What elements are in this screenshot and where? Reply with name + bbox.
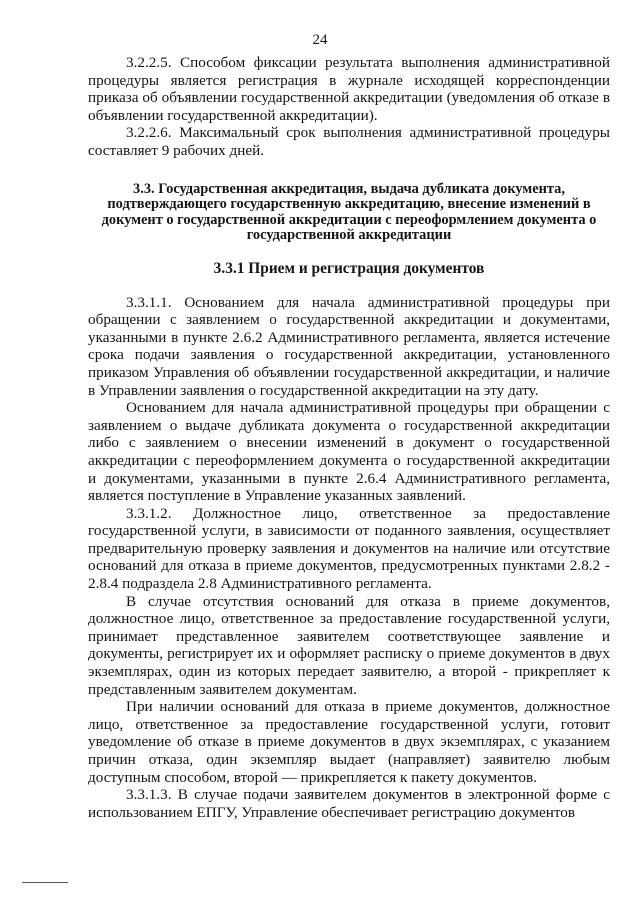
scan-mark bbox=[22, 882, 68, 883]
subsection-heading: 3.3.1 Прием и регистрация документов bbox=[213, 259, 485, 277]
paragraph-3-3-1-1: 3.3.1.1. Основанием для начала административной процедуры при обращении с заявлением о государственной аккредитации и документами, указанными в пункте 2.6.2 Административного регламента, является истечение срока подачи заявления о государственной аккредитации, установленного приказом Управления об объявлении государственной аккредитации, и наличие в Управлении заявления о государственной аккредитации на эту дату. bbox=[88, 293, 610, 399]
document-body bbox=[88, 54, 610, 821]
section-heading: 3.3. Государственная аккредитация, выдача дубликата документа, подтверждающего государственную аккредитацию, внесение изменений в документ о государственной аккредитации с переоформлением документа о государственной аккредитации bbox=[101, 180, 597, 244]
paragraph-no-refusal: В случае отсутствия оснований для отказа в приеме документов, должностное лицо, ответственное за предоставление государственной услуги, принимает представленное заявителем соответствующее заявление и документы, регистрирует их и оформляет расписку о приеме документов в двух экземплярах, один из которых передает заявителю, а второй - прикрепляет к представленным заявителем документам. bbox=[88, 592, 610, 698]
paragraph-3-2-2-6: 3.2.2.6. Максимальный срок выполнения административной процедуры составляет 9 рабочих дней. bbox=[88, 124, 610, 159]
page-number: 24 bbox=[312, 32, 328, 48]
paragraph-refusal: При наличии оснований для отказа в приеме документов, должностное лицо, ответственное за предоставление государственной услуги, готовит уведомление об отказе в приеме документов в двух экземплярах, с указанием причин отказа, один экземпляр выдает (направляет) заявителю любым доступным способом, второй — прикрепляется к пакету документов. bbox=[88, 698, 610, 786]
paragraph-3-3-1-3: 3.3.1.3. В случае подачи заявителем документов в электронной форме с использованием ЕПГУ, Управление обеспечивает регистрацию документов bbox=[88, 786, 610, 821]
paragraph-3-2-2-5: 3.2.2.5. Способом фиксации результата выполнения административной процедуры является регистрация в журнале исходящей корреспонденции приказа об объявлении государственной аккредитации (уведомления об отказе в объявлении государственной аккредитации). bbox=[88, 54, 610, 124]
paragraph-duplicate-basis: Основанием для начала административной процедуры при обращении с заявлением о выдаче дубликата документа о государственной аккредитации либо с заявлением о внесении изменений в документ о государственной аккредитации с переоформлением документа о государственной аккредитации и документами, указанными в пункте 2.6.4 Административного регламента, является поступление в Управление указанных заявлений. bbox=[88, 399, 610, 505]
paragraph-3-3-1-2: 3.3.1.2. Должностное лицо, ответственное за предоставление государственной услуги, в зависимости от поданного заявления, осуществляет предварительную проверку заявления и документов на наличие или отсутствие оснований для отказа в приеме документов, предусмотренных пунктами 2.8.2 - 2.8.4 подраздела 2.8 Административного регламента. bbox=[88, 504, 610, 593]
